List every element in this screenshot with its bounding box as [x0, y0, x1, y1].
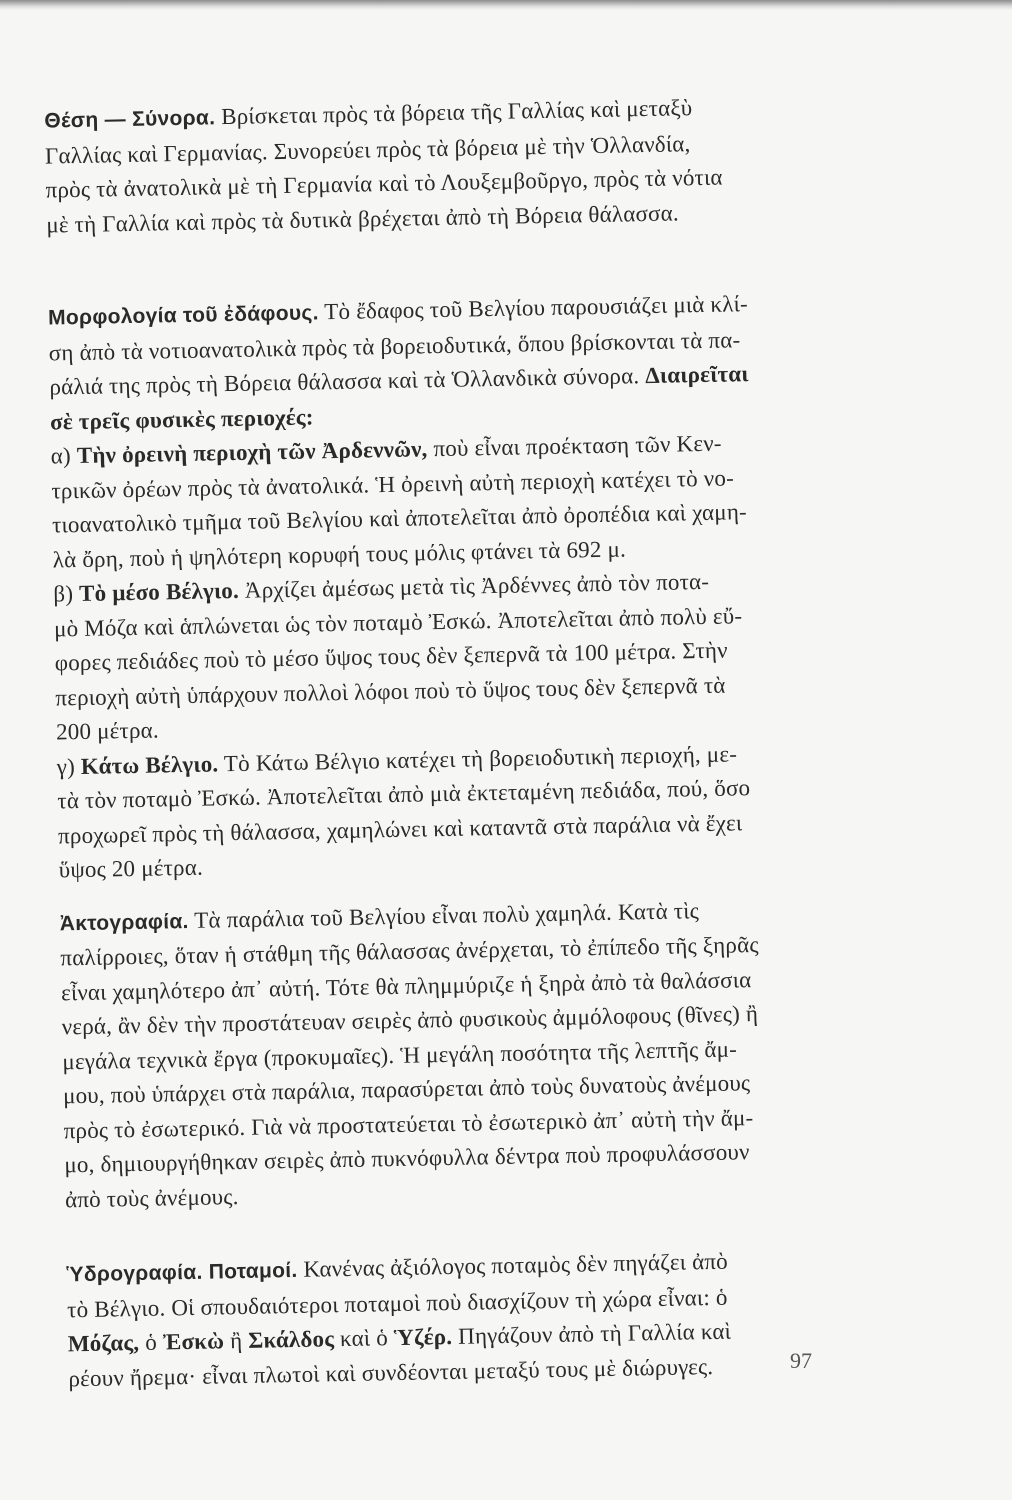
- text-line: προχωρεῖ πρὸς τὴ θάλασσα, χαμηλώνει καὶ καταντᾶ στὰ παράλια νὰ ἔχει: [57, 809, 743, 848]
- section-morphology: [26, 285, 847, 440]
- region-c-title: Κάτω Βέλγιο.: [80, 750, 219, 779]
- text-line: σὲ τρεῖς φυσικὲς περιοχές:: [49, 403, 314, 435]
- text-line: ράλιά της πρὸς τὴ Βόρεια θάλασσα καὶ τὰ Ὁλλανδικὰ σύνορα. Διαιρεῖται: [49, 361, 749, 400]
- text-line: ὕψος 20 μέτρα.: [58, 854, 204, 883]
- text-line: Ὑδρογραφία. Ποταμοί. Κανένας ἀξιόλογος ποταμὸς δὲν πηγάζει ἀπὸ: [66, 1248, 729, 1287]
- text-line: μὲ τὴ Γαλλία καὶ πρὸς τὰ δυτικὰ βρέχεται ἀπὸ τὴ Βόρεια θάλασσα.: [46, 199, 680, 238]
- page-number: 97: [790, 1348, 812, 1373]
- section-hydrography: [44, 1242, 865, 1397]
- region-b: [31, 562, 852, 750]
- text-line: γ) Κάτω Βέλγιο. Τὸ Κάτω Βέλγιο κατέχει τὴ βορειοδυτικὴ περιοχή, με-: [56, 740, 738, 779]
- text-line: φορες πεδιάδες ποὺ τὸ μέσο ὕψος τους δὲν ξεπερνᾶ τὰ 100 μέτρα. Στὴν: [54, 637, 728, 676]
- text-line: τρικῶν ὀρέων πρὸς τὰ ἀνατολικά. Ἡ ὀρεινὴ αὐτὴ περιοχὴ κατέχει τὸ νο-: [51, 464, 735, 504]
- region-a-title: Τὴν ὀρεινὴ περιοχὴ τῶν Ἀρδεννῶν,: [76, 436, 428, 469]
- text-line: παλίρροιες, ὅταν ἡ στάθμη τῆς θάλασσας ἀνέρχεται, τὸ ἐπίπεδο τῆς ξηρᾶς: [60, 932, 759, 971]
- section-position: [22, 88, 843, 243]
- text-line: μὸ Μόζα καὶ ἁπλώνεται ὡς τὸν ποταμὸ Ἐσκώ. Ἀποτελεῖται ἀπὸ πολὺ εὔ-: [53, 602, 743, 641]
- text-line: ἀπὸ τοὺς ἀνέμους.: [64, 1183, 239, 1212]
- section-coastline: [37, 891, 861, 1218]
- text-line: τὸ Βέλγιο. Οἱ σπουδαιότεροι ποταμοὶ ποὺ διασχίζουν τὴ χώρα εἶναι: ὁ: [66, 1284, 728, 1322]
- heading-position: Θέση — Σύνορα.: [44, 106, 216, 133]
- river-name: Ἐσκὼ: [162, 1328, 225, 1355]
- text-line: Μόζας, ὁ Ἐσκὼ ἢ Σκάλδος καὶ ὁ Ὑζέρ. Πηγάζουν ἀπὸ τὴ Γαλλία καὶ: [67, 1318, 732, 1357]
- text-line: λὰ ὄρη, ποὺ ἡ ψηλότερη κορυφή τους μόλις φτάνει τὰ 692 μ.: [52, 535, 627, 572]
- region-a: [28, 424, 848, 578]
- text-line: πρὸς τὰ ἀνατολικὰ μὲ τὴ Γερμανία καὶ τὸ Λουξεμβοῦργο, πρὸς τὰ νότια: [45, 164, 723, 203]
- text-line: μεγάλα τεχνικὰ ἔργα (προκυμαῖες). Ἡ μεγάλη ποσότητα τῆς λεπτῆς ἄμ-: [62, 1035, 738, 1074]
- text-line: 200 μέτρα.: [55, 717, 160, 745]
- text-line: τὰ τὸν ποταμὸ Ἐσκώ. Ἀποτελεῖται ἀπὸ μιὰ ἐκτεταμένη πεδιάδα, πού, ὅσο: [57, 775, 751, 814]
- text-line: περιοχὴ αὐτὴ ὑπάρχουν πολλοὶ λόφοι ποὺ τὸ ὕψος τους δὲν ξεπερνᾶ τὰ: [55, 672, 726, 710]
- text-line: Θέση — Σύνορα. Βρίσκεται πρὸς τὰ βόρεια τῆς Γαλλίας καὶ μεταξὺ: [44, 95, 693, 133]
- text-line: Γαλλίας καὶ Γερμανίας. Συνορεύει πρὸς τὰ βόρεια μὲ τὴν Ὁλλανδία,: [44, 130, 691, 169]
- text-line: β) Τὸ μέσο Βέλγιο. Ἀρχίζει ἀμέσως μετὰ τὶς Ἀρδέννες ἀπὸ τὸν ποτα-: [53, 568, 710, 607]
- heading-hydrography: Ὑδρογραφία. Ποταμοί.: [66, 1258, 298, 1287]
- region-b-title: Τὸ μέσο Βέλγιο.: [78, 577, 240, 606]
- list-label: γ): [56, 753, 76, 779]
- heading-coastline: Ἀκτογραφία.: [59, 909, 189, 935]
- river-name: Μόζας,: [67, 1329, 140, 1357]
- text-line: α) Τὴν ὀρεινὴ περιοχὴ τῶν Ἀρδεννῶν, ποὺ εἶναι προέκταση τῶν Κεν-: [50, 430, 722, 469]
- list-label: α): [50, 443, 72, 469]
- region-c: [34, 735, 854, 889]
- text-line: ρέουν ἤρεμα· εἶναι πλωτοὶ καὶ συνδέονται μεταξύ τους μὲ διώρυγες.: [68, 1353, 714, 1391]
- text-line: πρὸς τὸ ἐσωτερικό. Γιὰ νὰ προστατεύεται τὸ ἐσωτερικὸ ἀπ᾽ αὐτὴ τὴν ἄμ-: [63, 1104, 754, 1143]
- text-line: εἶναι χαμηλότερο ἀπ᾽ αὐτή. Τότε θὰ πλημμύριζε ἡ ξηρὰ ἀπὸ τὰ θαλάσσια: [60, 966, 752, 1005]
- book-page: [22, 88, 865, 1396]
- text-line: ση ἀπὸ τὰ νοτιοανατολικὰ πρὸς τὰ βορειοδυτικά, ὅπου βρίσκονται τὰ πα-: [48, 326, 741, 366]
- text-line: Ἀκτογραφία. Τὰ παράλια τοῦ Βελγίου εἶναι πολὺ χαμηλά. Κατὰ τὶς: [59, 897, 700, 935]
- text-line: Μορφολογία τοῦ ἐδάφους. Τὸ ἔδαφος τοῦ Βελγίου παρουσιάζει μιὰ κλί-: [47, 291, 749, 330]
- heading-morphology: Μορφολογία τοῦ ἐδάφους.: [47, 301, 319, 330]
- scan-top-edge: [0, 0, 1012, 10]
- river-name: Ὑζέρ.: [393, 1323, 453, 1351]
- text-line: νερά, ἂν δὲν τὴν προστάτευαν σειρὲς ἀπὸ φυσικοὺς ἀμμόλοφους (θῖνες) ἢ: [61, 1001, 759, 1040]
- river-name: Σκάλδος: [248, 1326, 335, 1353]
- text-line: τιοανατολικὸ τμῆμα τοῦ Βελγίου καὶ ἀποτελεῖται ἀπὸ ὀροπέδια καὶ χαμη-: [51, 499, 748, 538]
- text-line: μου, ποὺ ὑπάρχει στὰ παράλια, παρασύρεται ἀπὸ τοὺς δυνατοὺς ἀνέμους: [62, 1070, 751, 1109]
- text-line: μο, δημιουργήθηκαν σειρὲς ἀπὸ πυκνόφυλλα δέντρα ποὺ προφυλάσσουν: [64, 1139, 750, 1178]
- list-label: β): [53, 581, 74, 607]
